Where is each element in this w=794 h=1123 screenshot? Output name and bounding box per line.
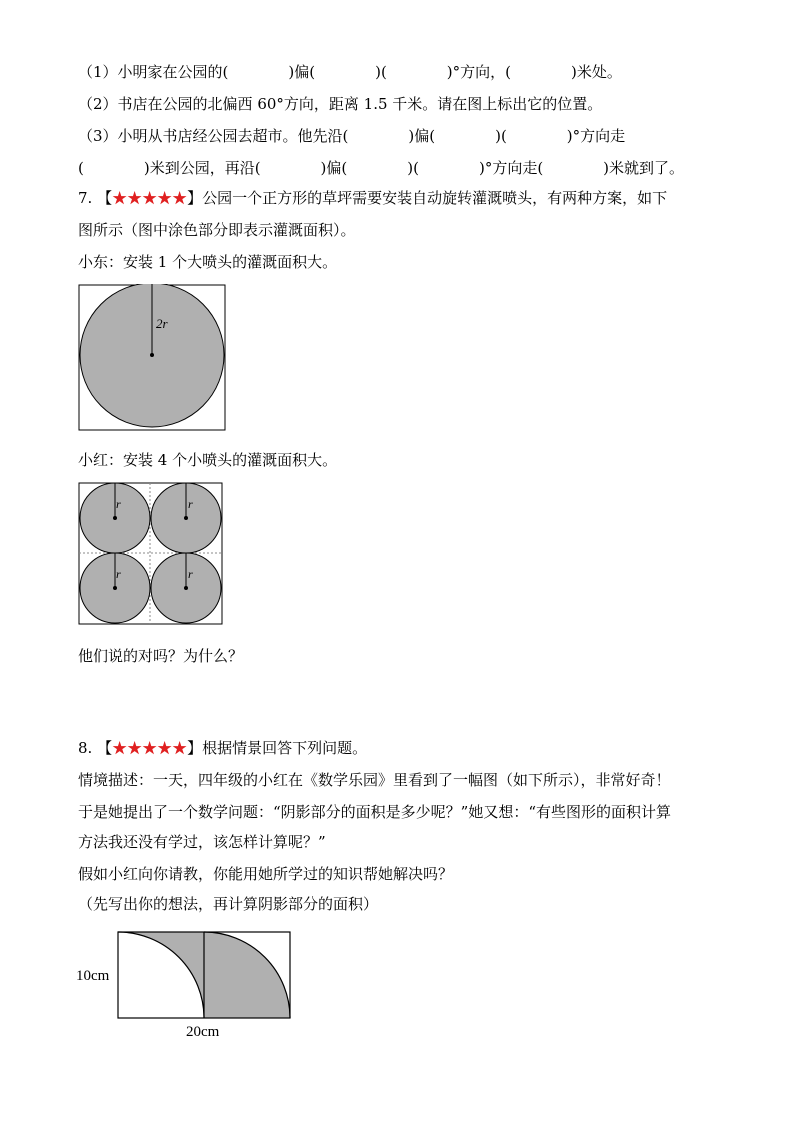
q7-number: 7. — [78, 189, 93, 207]
big-center-dot — [150, 353, 154, 357]
small-circle-3 — [80, 553, 150, 623]
small-radius-label: r — [188, 497, 193, 511]
q8-desc-line3: 方法我还没有学过，该怎样计算呢？” — [78, 833, 326, 851]
q7-bracket-open: 【 — [97, 189, 113, 207]
height-label: 10cm — [76, 968, 110, 984]
q7-bracket-close: 】 — [187, 189, 203, 207]
q7-text-line1: 公园一个正方形的草坪需要安装自动旋转灌溉喷头，有两种方案，如下 — [202, 189, 668, 207]
right-shaded-quarter-circle — [204, 932, 290, 1018]
q8-hint: （先写出你的想法，再计算阴影部分的面积） — [78, 895, 379, 913]
q7-xiaodong: 小东：安装 1 个大喷头的灌溉面积大。 — [78, 253, 338, 271]
small-circle-4 — [151, 553, 221, 623]
width-label: 20cm — [186, 1024, 220, 1040]
q8-title: 根据情景回答下列问题。 — [202, 739, 368, 757]
q8-number: 8. — [78, 739, 93, 757]
q7-xiaohong: 小红：安装 4 个小喷头的灌溉面积大。 — [78, 451, 338, 469]
q6-item2: （2）书店在公园的北偏西 60°方向，距离 1.5 千米。请在图上标出它的位置。 — [78, 95, 603, 113]
q8-stars: ★★★★★ — [112, 739, 188, 757]
big-radius-label: 2r — [156, 316, 168, 331]
small-circle-1 — [80, 483, 150, 553]
q8-desc-line1: 情境描述：一天，四年级的小红在《数学乐园》里看到了一幅图（如下所示），非常好奇！ — [78, 771, 671, 789]
q8-heading — [78, 738, 367, 758]
q8-bracket-close: 】 — [187, 739, 203, 757]
small-radius-label: r — [188, 567, 193, 581]
q7-stars: ★★★★★ — [112, 189, 188, 207]
small-radius-label: r — [116, 497, 121, 511]
q6-item1: （1）小明家在公园的( )偏( )( )°方向，( )米处。 — [78, 63, 622, 81]
shaded-area-figure — [76, 928, 298, 1044]
small-circle-2 — [151, 483, 221, 553]
small-sprinklers-figure — [78, 482, 224, 628]
q8-desc-line2: 于是她提出了一个数学问题：“阴影部分的面积是多少呢？”她又想：“有些图形的面积计算 — [78, 803, 672, 821]
q8-bracket-open: 【 — [97, 739, 113, 757]
q7-heading — [78, 188, 667, 208]
q6-item3-line2: ( )米到公园，再沿( )偏( )( )°方向走( )米就到了。 — [78, 159, 685, 177]
small-radius-label: r — [116, 567, 121, 581]
q6-item3-line1: （3）小明从书店经公园去超市。他先沿( )偏( )( )°方向走 — [78, 127, 626, 145]
left-shaded-region — [118, 932, 204, 1018]
q7-text-line2: 图所示（图中涂色部分即表示灌溉面积）。 — [78, 221, 356, 239]
q8-ask: 假如小红向你请教，你能用她所学过的知识帮她解决吗？ — [78, 865, 454, 883]
q7-question: 他们说的对吗？为什么？ — [78, 647, 244, 665]
big-sprinkler-figure — [78, 284, 228, 432]
